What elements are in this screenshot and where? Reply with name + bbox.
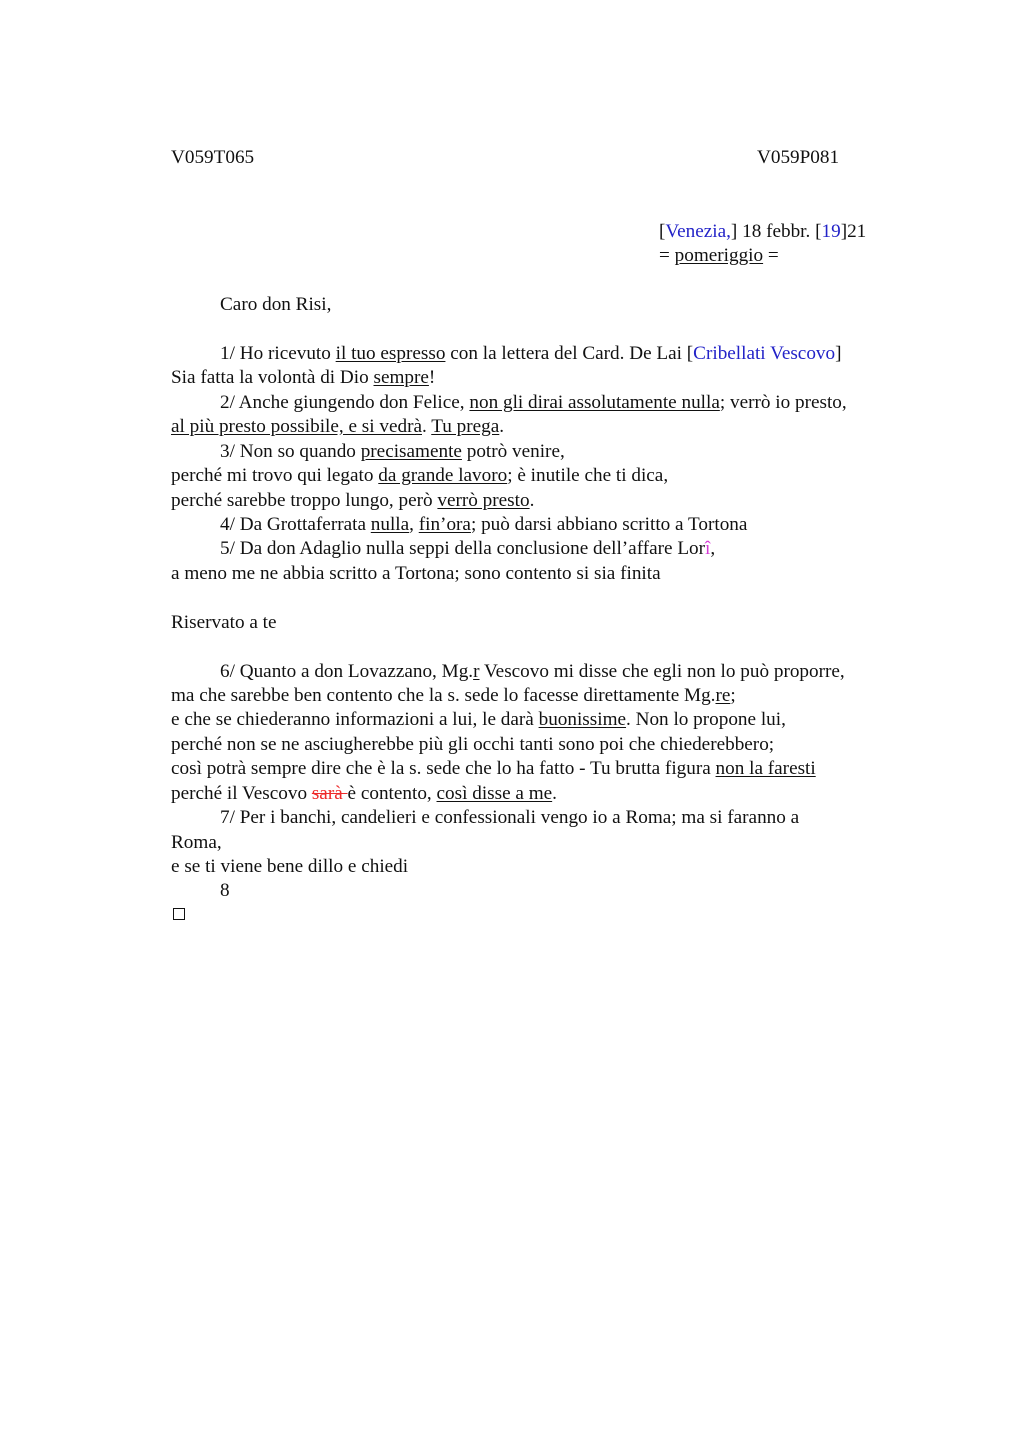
- time-of-day: [659, 244, 779, 268]
- text: 2/ Anche giungendo don Felice,: [220, 392, 470, 413]
- document-code-right: V059P081: [757, 147, 840, 168]
- underlined-text: da grande lavoro: [378, 465, 508, 486]
- paragraph-4: [220, 513, 747, 537]
- text: perché sarebbe troppo lungo, però: [171, 490, 438, 511]
- underlined-text: non la faresti: [715, 758, 816, 779]
- paragraph-6-line-4: perché non se ne asciugherebbe più gli occhi tanti sono poi che chiederebbero;: [171, 734, 775, 755]
- text: =: [659, 245, 675, 266]
- underlined-text: fin’ora: [418, 514, 471, 535]
- paragraph-6-line-3: [171, 708, 786, 732]
- underlined-text: non gli dirai assolutamente nulla: [469, 392, 720, 413]
- text: .: [552, 783, 557, 804]
- text: .: [529, 490, 535, 511]
- paragraph-6-line-1: [220, 660, 845, 684]
- paragraph-1-line-1: [220, 342, 842, 366]
- text: ;: [730, 685, 736, 706]
- underlined-text: il tuo espresso: [335, 343, 446, 364]
- underlined-text: sempre: [373, 367, 429, 388]
- underlined-text: al più presto possibile, e si vedrà: [171, 416, 422, 437]
- text: così potrà sempre dire che è la s. sede che lo ha fatto - Tu brutta figura: [171, 758, 716, 779]
- underlined-text: re: [715, 685, 731, 706]
- text: ]: [835, 343, 842, 364]
- text: perché il Vescovo: [171, 783, 312, 804]
- text: Sia fatta la volontà di Dio: [171, 367, 374, 388]
- text: perché mi trovo qui legato: [171, 465, 379, 486]
- underlined-text: pomeriggio: [674, 245, 764, 266]
- underlined-text: nulla: [370, 514, 410, 535]
- empty-box-icon: [173, 908, 185, 920]
- bracket: ]: [730, 221, 738, 242]
- text: 4/ Da Grottaferrata: [220, 514, 371, 535]
- text: 1/ Ho ricevuto: [220, 343, 336, 364]
- paragraph-6-line-5: [171, 757, 816, 781]
- text: 5/ Da don Adaglio nulla seppi della conclusione dell’affare Lor: [220, 538, 706, 559]
- deleted-text: sarà: [311, 783, 348, 804]
- text: Vescovo mi disse che egli non lo può proporre,: [479, 661, 845, 682]
- underlined-text: Tu prega: [431, 416, 500, 437]
- text: ,: [409, 514, 419, 535]
- editorial-note: Cribellati Vescovo: [693, 343, 836, 364]
- paragraph-2-line-1: [220, 391, 847, 415]
- text: con la lettera del Card. De Lai [: [445, 343, 694, 364]
- section-heading-reserved: Riservato a te: [171, 612, 277, 633]
- uncertain-character: î: [705, 538, 711, 559]
- text: ; è inutile che ti dica,: [507, 465, 669, 486]
- text: e che se chiederanno informazioni a lui, le darà: [171, 709, 539, 730]
- text: è contento,: [347, 783, 437, 804]
- paragraph-7-line-1: 7/ Per i banchi, candelieri e confessionali vengo io a Roma; ma si faranno a: [220, 807, 800, 828]
- underlined-text: verrò presto: [437, 490, 530, 511]
- text: ; verrò io presto,: [719, 392, 847, 413]
- document-code-left: V059T065: [171, 147, 255, 168]
- paragraph-1-line-2: [171, 366, 435, 390]
- underlined-text: precisamente: [360, 441, 462, 462]
- date-text: 18 febbr. [: [737, 221, 822, 242]
- salutation: Caro don Risi,: [220, 294, 332, 315]
- underlined-text: così disse a me: [436, 783, 553, 804]
- paragraph-6-line-6: [171, 782, 557, 806]
- text: .: [499, 416, 505, 437]
- text: ; può darsi abbiano scritto a Tortona: [470, 514, 748, 535]
- text: .: [421, 416, 432, 437]
- paragraph-7-line-3: e se ti viene bene dillo e chiedi: [171, 856, 409, 877]
- dateline: [659, 220, 866, 244]
- paragraph-7-line-2: Roma,: [171, 832, 222, 853]
- paragraph-8-number: 8: [220, 880, 230, 901]
- text: ,: [710, 538, 716, 559]
- text: !: [428, 367, 436, 388]
- text: 3/ Non so quando: [220, 441, 361, 462]
- paragraph-3-line-2: [171, 464, 668, 488]
- bracket: [: [659, 221, 666, 242]
- paragraph-5-line-1: [220, 537, 715, 561]
- paragraph-5-line-2: a meno me ne abbia scritto a Tortona; sono contento si sia finita: [171, 563, 661, 584]
- underlined-text: r: [473, 661, 480, 682]
- text: . Non lo propone lui,: [626, 709, 786, 730]
- underlined-text: buonissime: [538, 709, 627, 730]
- paragraph-2-line-2: [171, 415, 504, 439]
- text: ma che sarebbe ben contento che la s. sede lo facesse direttamente Mg.: [171, 685, 716, 706]
- text: 6/ Quanto a don Lovazzano, Mg.: [220, 661, 474, 682]
- paragraph-6-line-2: [171, 684, 736, 708]
- paragraph-3-line-1: [220, 440, 565, 464]
- text: =: [763, 245, 779, 266]
- year-suffix: ]21: [840, 221, 867, 242]
- paragraph-3-line-3: [171, 489, 534, 513]
- place-name: Venezia,: [665, 221, 731, 242]
- year-prefix: 19: [821, 221, 841, 242]
- text: potrò venire,: [461, 441, 565, 462]
